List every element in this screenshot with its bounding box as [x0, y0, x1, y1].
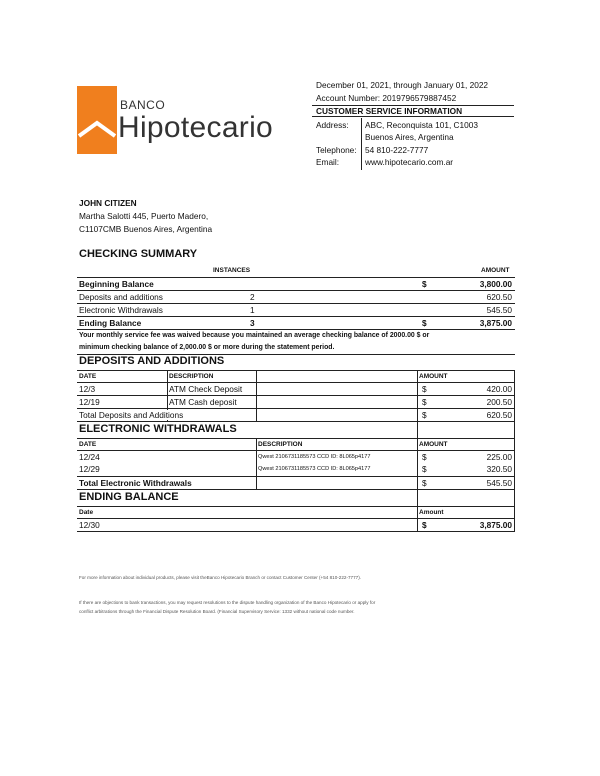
- bank-name-logo: Hipotecario: [118, 111, 274, 144]
- withdrawals-total-label: Total Electronic Withdrawals: [79, 478, 192, 488]
- row-rule: [77, 421, 515, 422]
- row-rule: [77, 531, 515, 532]
- bank-logo-mark: [77, 86, 117, 154]
- deposit-description: ATM Check Deposit: [169, 384, 243, 394]
- withdrawals-total-amount: 545.50: [486, 478, 512, 488]
- grid-line: [514, 490, 515, 532]
- withdrawals-col-date: DATE: [79, 441, 97, 448]
- summary-row-amount: 3,800.00: [479, 279, 512, 289]
- row-rule: [77, 450, 515, 451]
- row-rule: [77, 518, 515, 519]
- withdrawal-amount: 225.00: [486, 452, 512, 462]
- bank-name-small: BANCO: [120, 98, 166, 112]
- row-rule: [77, 476, 515, 477]
- deposits-total-amount: 620.50: [486, 410, 512, 420]
- footnote-objections-line1: If there are objections to bank transactions, you may request resolutions to the dispute handling organization of the Banco Hipotecario or apply for: [79, 600, 376, 605]
- withdrawal-currency: $: [422, 464, 427, 474]
- grid-line: [256, 438, 257, 490]
- summary-row-instances: 1: [250, 305, 255, 315]
- deposits-col-amount: AMOUNT: [419, 373, 448, 380]
- col-amount: AMOUNT: [481, 267, 510, 274]
- deposit-amount: 420.00: [486, 384, 512, 394]
- deposit-date: 12/19: [79, 397, 100, 407]
- withdrawal-date: 12/24: [79, 452, 100, 462]
- customer-name: JOHN CITIZEN: [79, 198, 137, 208]
- grid-line: [514, 422, 515, 490]
- address-line1: ABC, Reconquista 101, C1003: [365, 120, 479, 130]
- fee-waived-note-line2: minimum checking balance of 2,000.00 $ or more during the statement period.: [79, 344, 335, 351]
- summary-row-instances: 2: [250, 292, 255, 302]
- row-rule: [77, 382, 515, 383]
- address-label: Address:: [316, 120, 349, 130]
- summary-rule: [77, 329, 515, 330]
- grid-line: [417, 490, 418, 532]
- deposits-col-description: DESCRIPTION: [169, 373, 214, 380]
- summary-rule: [77, 303, 515, 304]
- withdrawals-col-description: DESCRIPTION: [258, 441, 303, 448]
- ending-col-amount: Amount: [419, 509, 444, 516]
- footnote-info: For more information about individual products, please visit theBanco Hipotecario Branch or contact Customer Center (+54 810-222-7777).: [79, 575, 362, 580]
- summary-rule: [77, 290, 515, 291]
- summary-row-label: Electronic Withdrawals: [79, 305, 163, 315]
- withdrawal-description: Qwest 2106731185573 CCD ID: 8L065p4177: [258, 454, 371, 460]
- csi-divider: [361, 118, 362, 170]
- withdrawals-total-currency: $: [422, 478, 427, 488]
- summary-rule: [77, 277, 515, 278]
- summary-row-currency: $: [422, 279, 427, 289]
- summary-row-currency: $: [422, 318, 427, 328]
- deposit-currency: $: [422, 397, 427, 407]
- deposit-description: ATM Cash deposit: [169, 397, 237, 407]
- ending-currency: $: [422, 520, 427, 530]
- ending-balance-title: ENDING BALANCE: [79, 491, 179, 503]
- deposit-amount: 200.50: [486, 397, 512, 407]
- row-rule: [77, 408, 515, 409]
- summary-row-amount: 545.50: [486, 305, 512, 315]
- grid-line: [417, 370, 418, 422]
- summary-row-instances: 3: [250, 318, 255, 328]
- deposit-currency: $: [422, 384, 427, 394]
- section-rule: [77, 506, 515, 507]
- section-rule: [77, 370, 515, 371]
- summary-row-amount: 620.50: [486, 292, 512, 302]
- telephone-value: 54 810-222-7777: [365, 145, 429, 155]
- withdrawal-currency: $: [422, 452, 427, 462]
- summary-row-label: Beginning Balance: [79, 279, 154, 289]
- deposits-total-currency: $: [422, 410, 427, 420]
- checking-summary-title: CHECKING SUMMARY: [79, 248, 198, 260]
- customer-address-line1: Martha Salotti 445, Puerto Madero,: [79, 211, 209, 221]
- customer-address-line2: C1107CMB Buenos Aires, Argentina: [79, 224, 213, 234]
- customer-service-title: CUSTOMER SERVICE INFORMATION: [316, 106, 463, 116]
- email-value: www.hipotecario.com.ar: [365, 157, 454, 167]
- statement-period: December 01, 2021, through January 01, 2022: [316, 80, 489, 90]
- summary-row-amount: 3,875.00: [479, 318, 512, 328]
- summary-row-label: Ending Balance: [79, 318, 142, 328]
- grid-line: [417, 422, 418, 490]
- withdrawals-title: ELECTRONIC WITHDRAWALS: [79, 423, 237, 435]
- email-label: Email:: [316, 157, 340, 167]
- withdrawal-amount: 320.50: [486, 464, 512, 474]
- account-number: Account Number: 2019796579887452: [316, 93, 457, 103]
- row-rule: [77, 395, 515, 396]
- csi-bottom-rule: [312, 116, 514, 117]
- col-instances: INSTANCES: [213, 267, 251, 274]
- ending-amount: 3,875.00: [479, 520, 512, 530]
- deposit-date: 12/3: [79, 384, 96, 394]
- withdrawal-date: 12/29: [79, 464, 100, 474]
- deposits-total-label: Total Deposits and Additions: [79, 410, 187, 420]
- grid-line: [256, 370, 257, 422]
- address-line2: Buenos Aires, Argentina: [365, 132, 454, 142]
- telephone-label: Telephone:: [316, 145, 357, 155]
- summary-rule: [77, 316, 515, 317]
- deposits-col-date: DATE: [79, 373, 97, 380]
- row-rule: [77, 489, 515, 490]
- section-rule: [77, 438, 515, 439]
- withdrawal-description: Qwest 2106731185573 CCD ID: 8L065p4177: [258, 466, 371, 472]
- summary-row-label: Deposits and additions: [79, 292, 163, 302]
- ending-date: 12/30: [79, 520, 100, 530]
- ending-col-date: Date: [79, 509, 94, 516]
- fee-waived-note-line1: Your monthly service fee was waived because you maintained an average checking balance of 2000.00 $ or: [79, 332, 430, 339]
- withdrawals-col-amount: AMOUNT: [419, 441, 448, 448]
- grid-line: [514, 370, 515, 422]
- deposits-title: DEPOSITS AND ADDITIONS: [79, 355, 225, 367]
- footnote-objections-line2: conflict arbitrations through the Financial Dispute Resolution Board. (Financial Supervisory Service: 1332 without national code number.: [79, 609, 355, 614]
